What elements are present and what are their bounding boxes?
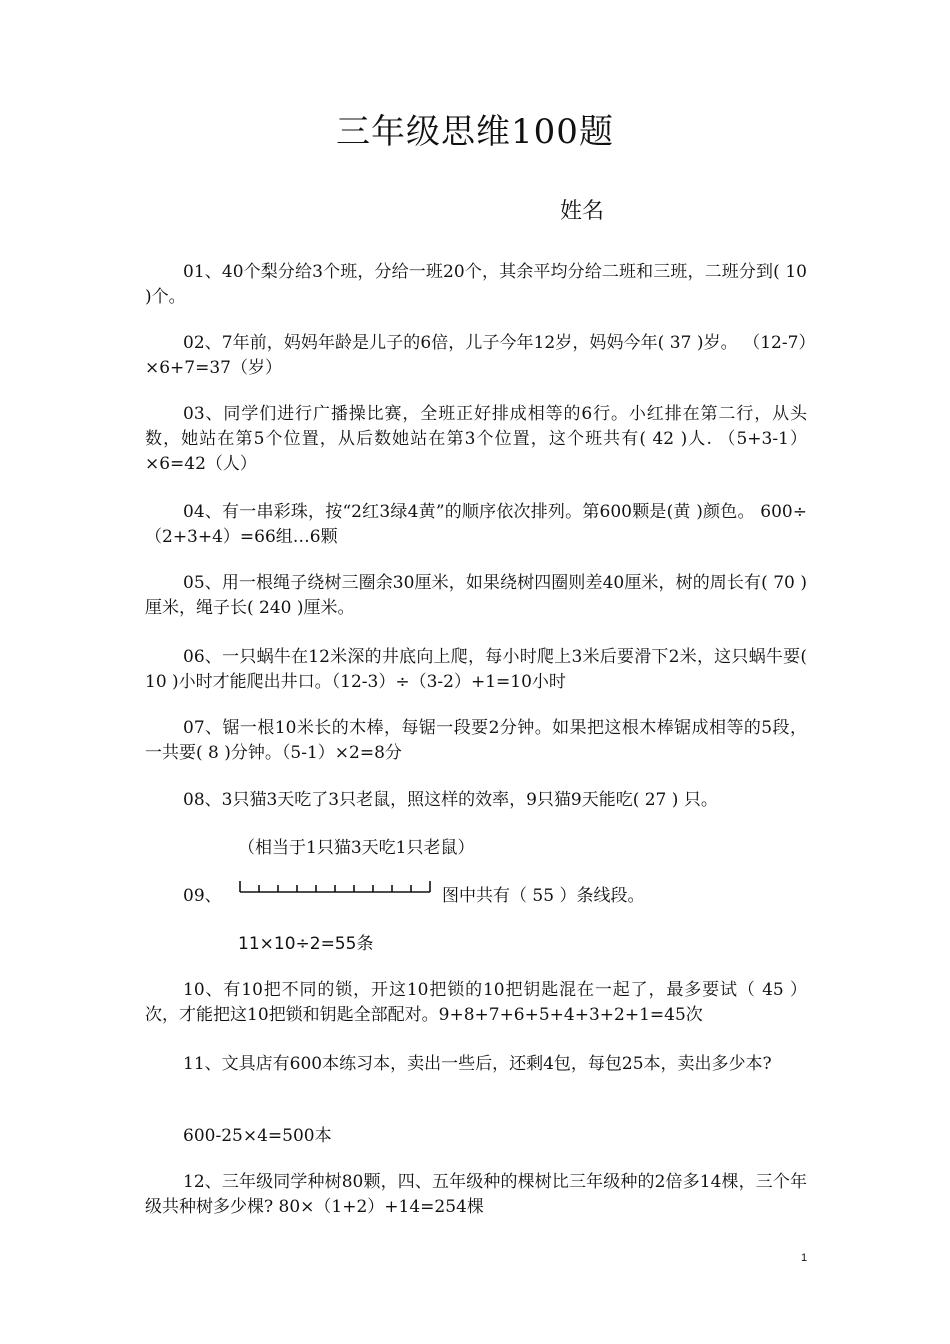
name-label: 姓名 [560,199,605,224]
page-title: 三年级思维100题 [336,112,614,152]
question-01: 01、40个梨分给3个班，分给一班20个，其余平均分给二班和三班，二班分到( 10 )个。 [145,262,807,307]
question-09-text: 图中共有（ 55 ）条线段。 [442,886,645,906]
page-number: 1 [801,1252,808,1264]
question-09-number: 09、 [183,886,222,906]
question-04: 04、有一串彩珠，按“2红3绿4黄”的顺序依次排列。第600颗是(黄 )颜色。 600÷（2+3+4）=66组…6颗 [145,502,807,547]
question-05: 05、用一根绳子绕树三圈余30厘米，如果绕树四圈则差40厘米，树的周长有( 70 )厘米，绳子长( 240 )厘米。 [145,573,807,618]
question-07: 07、锯一根10米长的木棒，每锯一段要2分钟。如果把这根木棒锯成相等的5段，一共要( 8 )分钟。（5-1）×2=8分 [145,718,807,763]
question-02: 02、7年前，妈妈年龄是儿子的6倍，儿子今年12岁，妈妈今年( 37 )岁。 （12-7）×6+7=37（岁） [145,333,807,378]
question-06: 06、一只蜗牛在12米深的井底向上爬，每小时爬上3米后要滑下2米，这只蜗牛要( 10 )小时才能爬出井口。（12-3）÷（3-2）+1=10小时 [145,647,807,692]
question-09-solution: 11×10÷2=55条 [238,934,374,954]
question-08-note: （相当于1只猫3天吃1只老鼠） [238,838,475,858]
question-12: 12、三年级同学种树80颗，四、五年级种的棵树比三年级种的2倍多14棵，三个年级共种树多少棵? 80×（1+2）+14=254棵 [145,1172,807,1217]
question-11: 11、文具店有600本练习本，卖出一些后，还剩4包，每包25本，卖出多少本? [183,1054,772,1074]
question-03: 03、同学们进行广播操比赛，全班正好排成相等的6行。小红排在第二行，从头数，她站在第5个位置，从后数她站在第3个位置，这个班共有( 42 )人. （5+3-1）×6=42（人） [145,404,807,474]
line-segment-figure [238,880,432,894]
question-10: 10、有10把不同的锁，开这10把锁的10把钥匙混在一起了，最多要试（ 45 ）次，才能把这10把锁和钥匙全部配对。9+8+7+6+5+4+3+2+1=45次 [145,980,807,1025]
question-08: 08、3只猫3天吃了3只老鼠，照这样的效率，9只猫9天能吃( 27 ) 只。 [183,790,718,810]
question-11-solution: 600-25×4=500本 [183,1126,332,1146]
